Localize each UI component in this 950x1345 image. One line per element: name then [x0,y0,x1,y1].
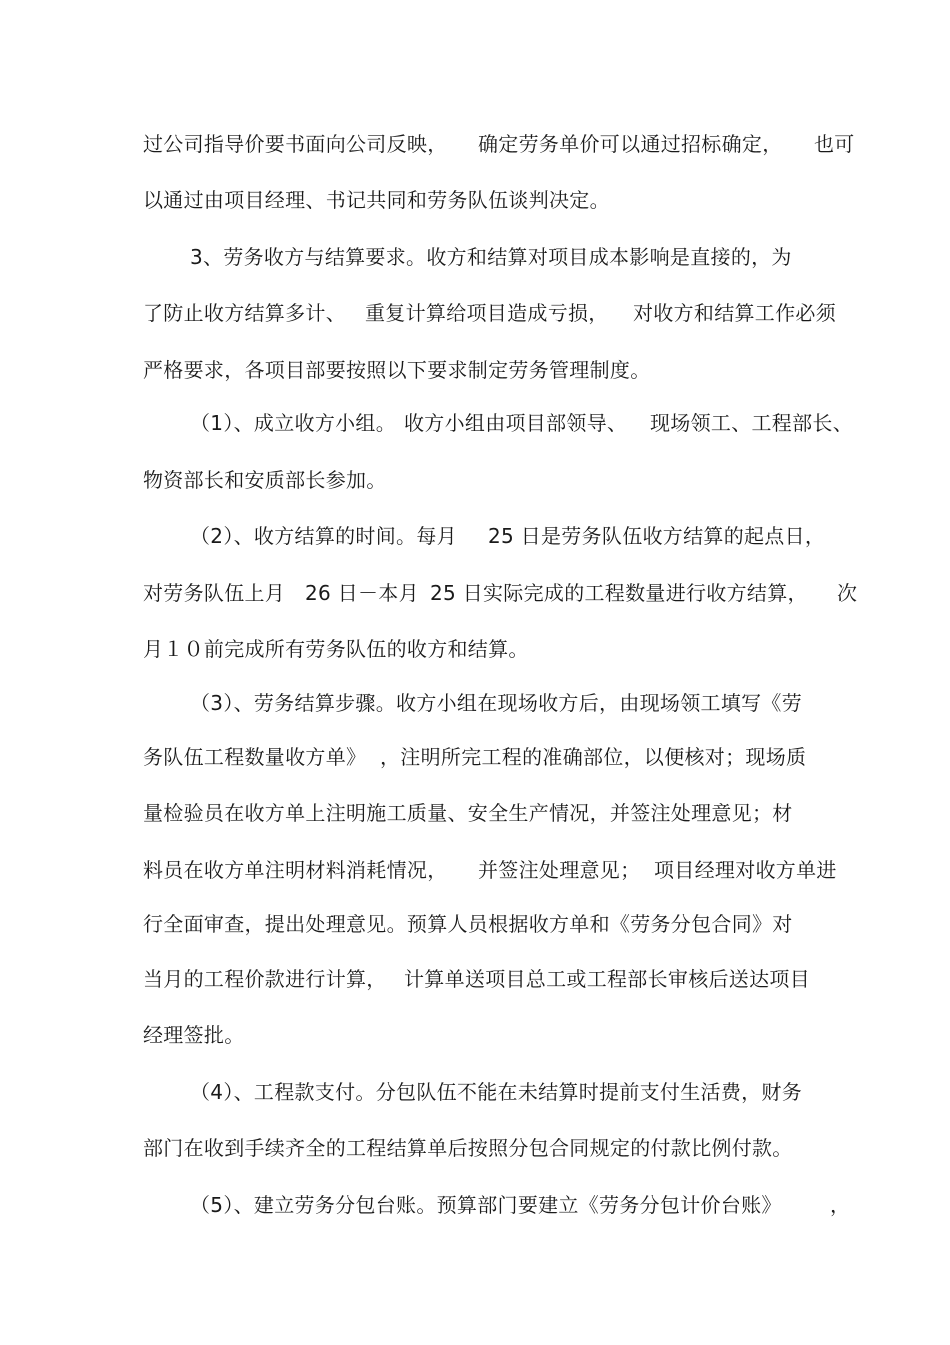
text-segment: 26 日－本月 [305,581,419,605]
text-segment: 对收方和结算工作必须 [633,301,836,325]
text-segment: ，注明所完工程的准确部位，以便核对；现场质 [380,745,807,769]
text-line [0,962,950,996]
text-line [0,296,950,330]
text-segment: 次 [837,581,858,605]
text-line [0,1075,950,1109]
text-line [0,686,950,720]
text-segment: 料员在收方单注明材料消耗情况， [143,858,448,882]
text-segment: 计算单送项目总工或工程部长审核后送达项目 [404,967,810,991]
text-segment: 月１０前完成所有劳务队伍的收方和结算。 [143,637,529,661]
text-segment: 务队伍工程数量收方单》 [143,745,367,769]
text-line [0,632,950,666]
text-segment: 并签注处理意见； [478,858,641,882]
text-segment: 25 日是劳务队伍收方结算的起点日， [488,524,826,548]
text-segment: （1）、成立收方小组。 [190,411,397,435]
text-line [0,353,950,387]
text-line [0,907,950,941]
text-line [0,406,950,440]
text-line [0,796,950,830]
text-segment: 现场领工、工程部长、 [650,411,853,435]
text-line [0,183,950,217]
text-segment: ， [830,1193,851,1217]
text-segment: 收方小组由项目部领导、 [404,411,628,435]
text-line [0,463,950,497]
text-segment: 项目经理对收方单进 [654,858,837,882]
text-segment: （4）、工程款支付。分包队伍不能在未结算时提前支付生活费，财务 [190,1080,803,1104]
text-segment: （3）、劳务结算步骤。收方小组在现场收方后，由现场领工填写《劳 [190,691,803,715]
text-segment: 部门在收到手续齐全的工程结算单后按照分包合同规定的付款比例付款。 [143,1136,793,1160]
text-line [0,1018,950,1052]
text-line [0,853,950,887]
text-segment: 重复计算给项目造成亏损， [365,301,609,325]
text-segment: 过公司指导价要书面向公司反映， [143,132,448,156]
text-line [0,740,950,774]
text-segment: 经理签批。 [143,1023,245,1047]
text-segment: 以通过由项目经理、书记共同和劳务队伍谈判决定。 [143,188,610,212]
text-segment: 了防止收方结算多计、 [143,301,346,325]
text-segment: 3、劳务收方与结算要求。收方和结算对项目成本影响是直接的，为 [190,245,792,269]
text-segment: 量检验员在收方单上注明施工质量、安全生产情况，并签注处理意见；材 [143,801,793,825]
text-segment: 当月的工程价款进行计算， [143,967,387,991]
text-segment: 行全面审查，提出处理意见。预算人员根据收方单和《劳务分包合同》对 [143,912,793,936]
text-segment: 25 日实际完成的工程数量进行收方结算， [430,581,808,605]
text-segment: 也可 [814,132,855,156]
text-line [0,519,950,553]
text-segment: 对劳务队伍上月 [143,581,286,605]
text-line [0,1188,950,1222]
text-segment: 严格要求，各项目部要按照以下要求制定劳务管理制度。 [143,358,651,382]
text-segment: 物资部长和安质部长参加。 [143,468,387,492]
text-segment: （2）、收方结算的时间。每月 [190,524,457,548]
text-segment: （5）、建立劳务分包台账。预算部门要建立《劳务分包计价台账》 [190,1193,782,1217]
text-line [0,1131,950,1165]
text-line [0,127,950,161]
text-line [0,576,950,610]
text-segment: 确定劳务单价可以通过招标确定， [478,132,783,156]
text-line [0,240,950,274]
